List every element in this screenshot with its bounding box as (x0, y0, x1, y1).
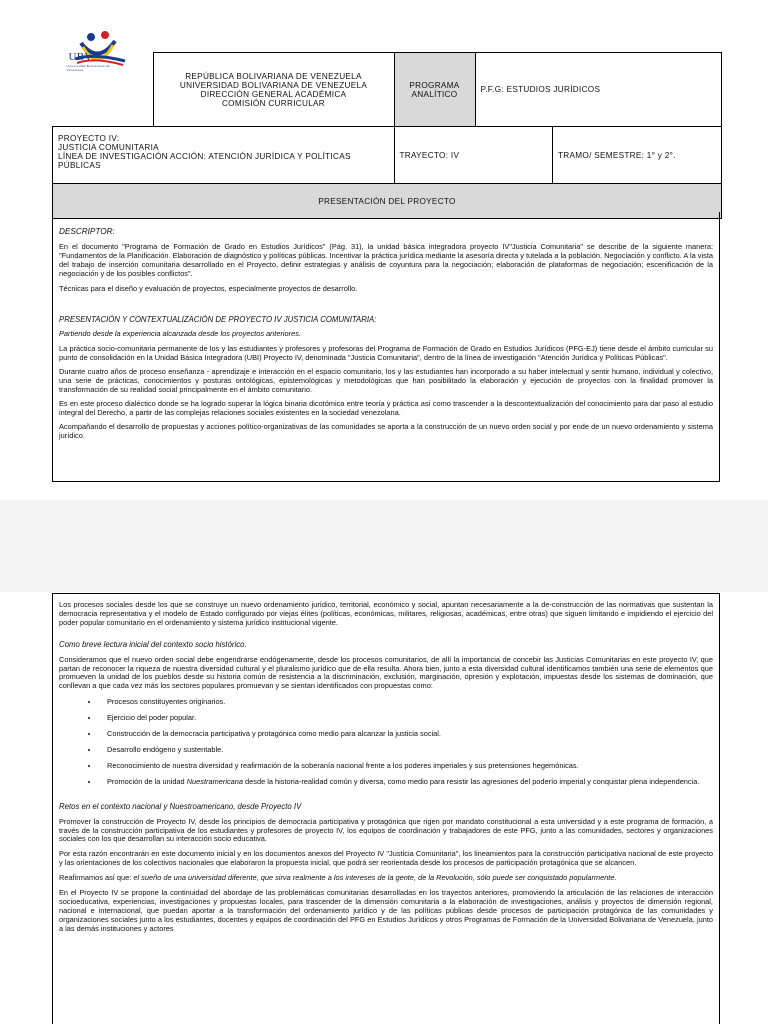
section-heading: Retos en el contexto nacional y Nuestroamericano, desde Proyecto IV (59, 801, 302, 811)
paragraph: Es en este proceso dialéctico donde se ha logrado superar la lógica binaria dicotómica entre teoría y práctica así como trascender a la descontextualización del conocimiento para dar paso al estudio integral del Derecho, a partir de las complejas relaciones sociales existentes en la sociedad venezolana. (59, 398, 713, 417)
list-item: • Procesos constituyentes originarios. (99, 698, 713, 707)
trayecto-cell (394, 127, 553, 184)
list-item: • Construcción de la democracia participativa y protagónica como medio para alcanzar la justicia social. (99, 730, 713, 739)
paragraph: Consideramos que el nuevo orden social debe engendrarse endógenamente, desde los procesos comunitarios, de allí la importancia de concebir las Justicias Comunitarias en este proyecto IV, que partan de reconocer la riqueza de nuestra diversidad cultural y el pluralismo jurídico que de ella resulta. Ahora bien, junto a esta diversidad cultural identificamos también una serie de elementos que promueven la unidad de los pueblos desde su historia común de resistencia a la discriminación, exclusión, marginación, opresión y explotación, impuestas desde los sistemas de dominación, que conllevan a que cada vez más los sectores populares promuevan y se sientan identificados con propuestas como: (59, 654, 713, 691)
bullet-list (59, 698, 713, 786)
list-item-italic: Nuestramericana (186, 776, 243, 786)
paragraph: Técnicas para el diseño y evaluación de proyectos, especialmente proyectos de desarrollo. (59, 283, 358, 293)
paragraph-italic: el sueño de una universidad diferente, que sirva realmente a los intereses de la gente, de la Revolución, sólo puede ser conquistado popularmente. (133, 873, 617, 883)
trayecto-text: TRAYECTO: IV (399, 150, 460, 160)
logo-cell (53, 50, 154, 127)
paragraph (59, 874, 713, 883)
descriptor-heading: DESCRIPTOR: (59, 227, 115, 236)
institution-cell (153, 53, 394, 127)
context-box (52, 593, 720, 1024)
descriptor-box (52, 212, 720, 482)
logo-subtitle: Universidad Bolivariana de Venezuela (66, 63, 110, 72)
tramo-text: TRAMO/ SEMESTRE: 1° y 2°. (558, 150, 676, 160)
list-item: • Reconocimiento de nuestra diversidad y reafirmación de la soberanía nacional frente a los poderes imperiales y sus pretensiones hegemónicas. (99, 762, 713, 771)
paragraph: Durante cuatro años de proceso enseñanza - aprendizaje e interacción en el espacio comunitario, los y las estudiantes han incorporado a su haber intelectual y sentir humano, individual y colectivo, una serie de prácticas, conocimientos y posturas ontológicas, epistemológicas y metodológicas que han posibilitado la elaboración y ejecución de proyectos con la finalidad promover la transformación de su realidad social principalmente en el ámbito comunitario. (59, 367, 713, 394)
tramo-cell (553, 127, 722, 184)
program-label-cell (394, 53, 475, 127)
paragraph: Acompañando el desarrollo de propuestas y acciones político-organizativas de las comunidades se aporta a la construcción de un nuevo orden social y por ende de un nuevo ordenamiento y sistema jurídico. (59, 421, 713, 440)
list-item: • Ejercicio del poder popular. (99, 714, 713, 723)
project-line: PÚBLICAS (58, 161, 101, 170)
pfg-cell (475, 53, 722, 127)
paragraph: En el Proyecto IV se propone la continuidad del abordaje de las problemáticas comunitarias desarrolladas en los trayectos anteriores, promoviendo la articulación de las relaciones de interacción socioeducativa, experiencias, investigaciones y propuestas locales, para trascender de la dimensión comunitaria a la elaboración de investigaciones, análisis y proyectos de dimensión regional, nacional e internacional, que puedan aportar a la transformación del ordenamiento jurídico y de las políticas públicas desde procesos de participación protagónica de las comunidades y organizaciones sociales junto a los estudiantes, docentes y equipos de coordinación del PFG en Estudios Jurídicos y otros Programas de Formación de la Universidad Bolivariana de Venezuela, junto a las demás instituciones y actores (59, 888, 713, 933)
project-line: PROYECTO IV: (58, 134, 120, 143)
list-item-text: desde la historia-realidad común y diversa, como medio para resistir las agresiones del poderío imperial y conquistar plena independencia. (243, 776, 700, 786)
institution-line: REPÚBLICA BOLIVARIANA DE VENEZUELA (185, 71, 362, 81)
institution-line: DIRECCIÓN GENERAL ACADÉMICA (200, 89, 347, 99)
pfg-text: P.F.G: ESTUDIOS JURÍDICOS (480, 85, 601, 94)
paragraph: Promover la construcción de Proyecto IV, desde los principios de democracia participativa y protagónica que rigen por mandato constitucional a esta universidad y a este programa de formación, a través de la construcción participativa de los estudiantes y profesores de proyecto IV, los equipos de coordinación y trabajadores de este PFG, junto a las comunidades, sectores y organizaciones sociales con los que desarrollan su interacción socio educativa. (59, 816, 713, 844)
list-item (99, 778, 713, 787)
paragraph: En el documento "Programa de Formación de Grado en Estudios Jurídicos" (Pág. 31), la unidad básica integradora proyecto IV"Justicia Comunitaria" se describe de la siguiente manera: "Fundamentos de la Planificación. Elaboración de diagnóstico y políticas públicas. Incentivar la práctica jurídica mediante la asesoría directa y tutelada a la población. Negociación y conflicto. A la vista del trabajo de inserción comunitaria desarrollado en el Proyecto, definir estrategias y análisis de coyuntura para la negociación; elaboración de plataformas de negociación; escenificación de la negociación y de los posibles conflictos". (59, 241, 713, 278)
header-table (52, 52, 722, 219)
list-item-text: Promoción de la unidad (107, 776, 187, 786)
project-line: JUSTICIA COMUNITARIA (58, 143, 159, 152)
project-cell (53, 127, 395, 184)
institution-line: COMISIÓN CURRICULAR (221, 98, 326, 108)
paragraph-text: Reafirmamos así que: (59, 873, 134, 883)
program-label: ANALÍTICO (411, 89, 458, 99)
section-heading: PRESENTACIÓN Y CONTEXTUALIZACIÓN DE PROYECTO IV JUSTICIA COMUNITARIA: (59, 315, 377, 325)
project-line: LÍNEA DE INVESTIGACIÓN ACCIÓN: ATENCIÓN JURÍDICA Y POLÍTICAS (58, 152, 351, 161)
section-title: PRESENTACIÓN DEL PROYECTO (53, 184, 722, 219)
section-heading: Como breve lectura inicial del contexto socio histórico. (59, 639, 247, 649)
paragraph: Por esta razón encontrarán en este documento inicial y en los documentos anexos del Proyecto IV "Justicia Comunitaria", los lineamientos para la construcción participativa nacional de este proyecto y las orientaciones de los colectivos nacionales que elaboraron la propuesta inicial, que podrá ser reorientada desde los procesos de participación protagónica que se alcancen. (59, 849, 713, 868)
page-gap (0, 500, 768, 592)
paragraph: Los procesos sociales desde los que se construye un nuevo ordenamiento jurídico, territorial, económico y social, apuntan necesariamente a la de-construcción de las normativas que sustentan la democracia representativa y el modelo de Estado configurado por viejas élites (políticas, económicas, militares, religiosas, académicas, entre otras) que siguen limitando e impidiendo el ejercicio del poder popular comunitario en el ordenamiento y sistema jurídico institucional vigente. (59, 600, 713, 627)
ubv-logo-icon (53, 15, 153, 89)
section-subheading: Partiendo desde la experiencia alcanzada desde los proyectos anteriores. (59, 329, 301, 339)
logo-text: UBV (68, 50, 93, 63)
institution-line: UNIVERSIDAD BOLIVARIANA DE VENEZUELA (179, 80, 368, 90)
list-item: • Desarrollo endógeno y sustentable. (99, 746, 713, 755)
paragraph: La práctica socio-comunitaria permanente de los y las estudiantes y profesores y profesoras del Programa de Formación de Grado en Estudios Jurídicos (PFG-EJ) tiene desde el ámbito curricular su punto de consolidación en la Unidad Básica Integradora (UBI) Proyecto IV, denominada "Justicia Comunitaria", dentro de la línea de investigación "Atención Jurídica y Políticas Públicas". (59, 344, 713, 363)
program-label: PROGRAMA (409, 80, 460, 90)
